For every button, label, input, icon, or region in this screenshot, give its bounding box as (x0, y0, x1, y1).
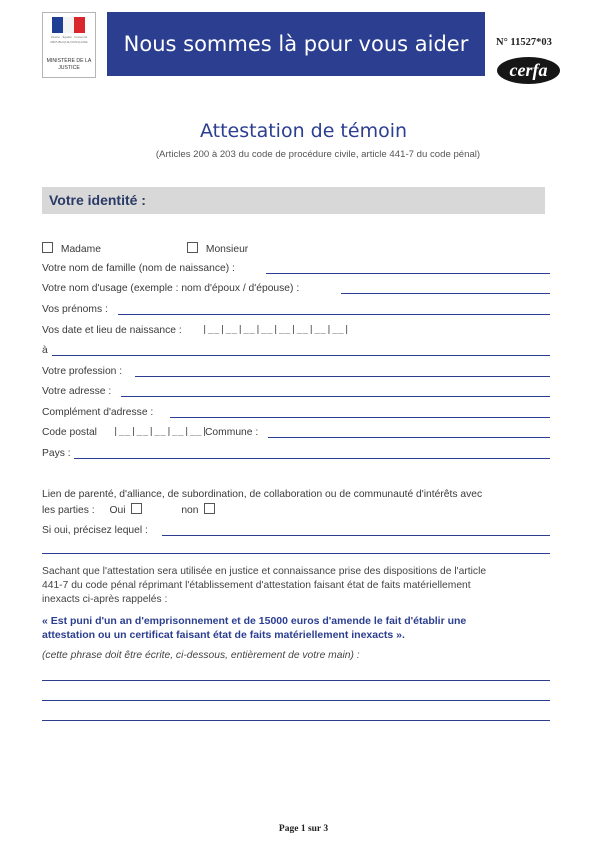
birth-place-label: à (42, 345, 48, 356)
profession-label: Votre profession : (42, 366, 123, 377)
specify-label: Si oui, précisez lequel : (42, 525, 148, 536)
french-flag-icon (52, 17, 85, 33)
page-subtitle: (Articles 200 à 203 du code de procédure civile, article 441-7 du code pénal) (155, 149, 481, 160)
birth-label: Vos date et lieu de naissance : (42, 325, 182, 336)
header-banner: Nous sommes là pour vous aider (107, 12, 485, 76)
profession-field[interactable] (135, 365, 550, 377)
relation-parties (42, 503, 215, 516)
declaration-text: Sachant que l'attestation sera utilisée en justice et connaissance prise des dispositions de l'article 441-7 du code pénal réprimant l'établissement d'attestation faisant état de faits matériellement inexacts ci-après rappelés : (42, 566, 487, 605)
birth-place-field[interactable] (52, 344, 550, 356)
handwrite-line-3[interactable] (42, 710, 550, 721)
usage-name-field[interactable] (341, 282, 550, 294)
monsieur-label: Monsieur (205, 244, 249, 255)
relation-question: Lien de parenté, d'alliance, de subordination, de collaboration ou de communauté d'intérêts avec (42, 489, 483, 500)
commune-label: Commune : (205, 427, 259, 438)
yes-checkbox[interactable] (131, 503, 142, 514)
logo-republic: RÉPUBLIQUE FRANÇAISE (50, 40, 88, 44)
logo-motto: Liberté · Égalité · Fraternité (50, 35, 88, 39)
cerfa-logo: cerfa (497, 57, 560, 84)
page-title: Attestation de témoin (199, 120, 408, 142)
usage-name-label: Votre nom d'usage (exemple : nom d'époux / d'épouse) : (42, 283, 300, 294)
no-checkbox[interactable] (204, 503, 215, 514)
section-header (42, 187, 545, 214)
penal-quote: « Est puni d'un an d'emprisonnement et de 15000 euros d'amende le fait d'établir une attestation ou un certificat faisant état de faits matériellement inexacts ». (42, 615, 467, 641)
handwrite-instruction: (cette phrase doit être écrite, ci-dessous, entièrement de votre main) : (42, 650, 360, 661)
logo-ministry: MINISTÈRE DE LA JUSTICE (46, 58, 92, 71)
civility-monsieur (187, 242, 248, 255)
first-names-field[interactable] (118, 303, 550, 315)
cerfa-number: N° 11527*03 (496, 37, 552, 48)
monsieur-checkbox[interactable] (187, 242, 198, 253)
page-number: Page 1 sur 3 (278, 824, 329, 834)
first-names-label: Vos prénoms : (42, 304, 108, 315)
civility-madame (42, 242, 101, 255)
yes-label: Oui (109, 505, 126, 516)
specify-field[interactable] (162, 524, 550, 536)
country-label: Pays : (42, 448, 71, 459)
handwrite-line-2[interactable] (42, 690, 550, 701)
commune-field[interactable] (268, 426, 550, 438)
madame-checkbox[interactable] (42, 242, 53, 253)
postal-code-label: Code postal (42, 427, 97, 438)
address-label: Votre adresse : (42, 386, 112, 397)
birth-date-field[interactable]: |__|__|__|__|__|__|__|__| (202, 325, 350, 335)
relation-parties-label: les parties : (42, 505, 95, 516)
madame-label: Madame (60, 244, 101, 255)
no-label: non (181, 505, 199, 516)
address-field[interactable] (121, 385, 550, 397)
ministry-logo (42, 12, 96, 78)
family-name-label: Votre nom de famille (nom de naissance) : (42, 263, 235, 274)
address-complement-label: Complément d'adresse : (42, 407, 154, 418)
family-name-field[interactable] (266, 262, 550, 274)
postal-code-field[interactable]: |__|__|__|__|__| (113, 427, 208, 437)
address-complement-field[interactable] (170, 406, 550, 418)
section-title: Votre identité : (49, 192, 146, 208)
country-field[interactable] (74, 447, 550, 459)
specify-field-line-2[interactable] (42, 543, 550, 554)
handwrite-line-1[interactable] (42, 670, 550, 681)
